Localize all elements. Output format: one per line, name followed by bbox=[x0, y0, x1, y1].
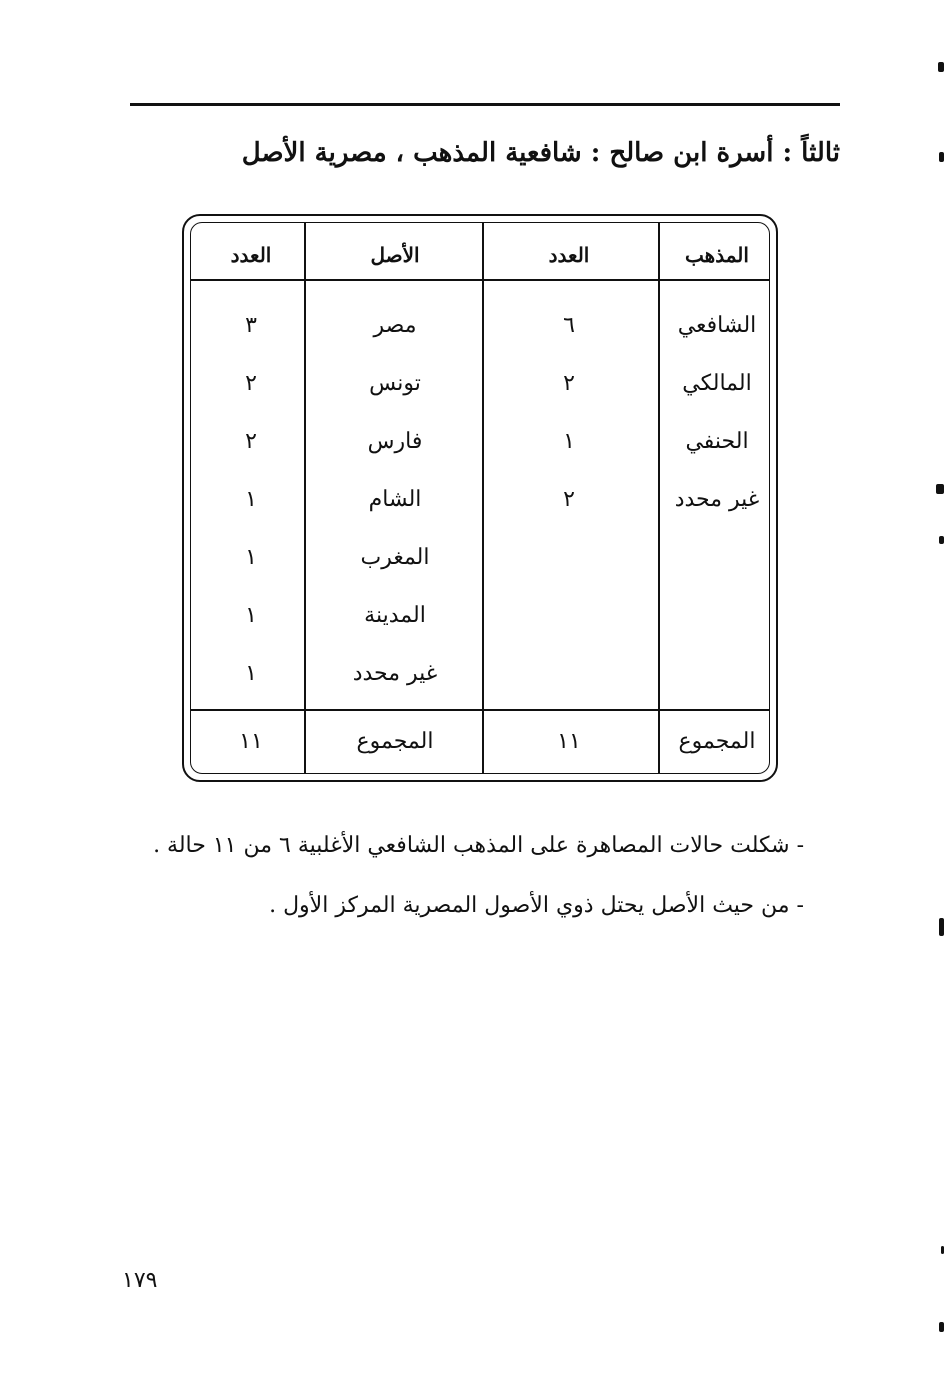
page-number: ١٧٩ bbox=[122, 1268, 158, 1293]
note-item: - شكلت حالات المصاهرة على المذهب الشافعي الأغلبية ٦ من ١١ حالة . bbox=[153, 833, 804, 858]
scan-edge-mark bbox=[938, 62, 944, 72]
section-heading: ثالثاً : أسرة ابن صالح : شافعية المذهب ، مصرية الأصل bbox=[241, 138, 840, 168]
origin-total-value: ١١ bbox=[239, 729, 263, 754]
origin-count: ١ bbox=[245, 661, 257, 686]
header-divider bbox=[191, 279, 769, 281]
header-origin: الأصل bbox=[370, 243, 420, 267]
column-divider bbox=[482, 223, 484, 773]
scan-edge-mark bbox=[939, 152, 944, 162]
origin-name: المدينة bbox=[364, 603, 426, 628]
madhab-total-label: المجموع bbox=[678, 729, 756, 754]
header-madhab-count: العدد bbox=[548, 243, 590, 267]
origin-name: المغرب bbox=[360, 545, 430, 570]
madhab-count: ١ bbox=[563, 429, 575, 454]
origin-name: مصر bbox=[373, 313, 417, 338]
origin-count: ١ bbox=[245, 603, 257, 628]
notes-list bbox=[153, 826, 804, 946]
origin-name: تونس bbox=[369, 371, 421, 396]
table-inner-frame bbox=[190, 222, 770, 774]
column-divider bbox=[304, 223, 306, 773]
origin-name: الشام bbox=[368, 487, 422, 512]
madhab-count: ٢ bbox=[563, 371, 575, 396]
data-table bbox=[182, 214, 778, 782]
origin-total-label: المجموع bbox=[356, 729, 434, 754]
top-rule bbox=[130, 103, 840, 106]
origin-name: فارس bbox=[367, 429, 423, 454]
origin-count: ١ bbox=[245, 487, 257, 512]
scan-edge-mark bbox=[936, 484, 944, 494]
origin-count: ٢ bbox=[245, 371, 257, 396]
scan-edge-mark bbox=[939, 536, 944, 544]
madhab-name: غير محدد bbox=[674, 487, 760, 512]
scan-edge-mark bbox=[939, 918, 944, 936]
origin-name: غير محدد bbox=[352, 661, 438, 686]
madhab-total-value: ١١ bbox=[557, 729, 581, 754]
madhab-name: الحنفي bbox=[685, 429, 749, 454]
origin-count: ٢ bbox=[245, 429, 257, 454]
column-divider bbox=[658, 223, 660, 773]
madhab-count: ٢ bbox=[563, 487, 575, 512]
scan-edge-mark bbox=[939, 1322, 944, 1332]
header-madhab: المذهب bbox=[685, 243, 749, 267]
origin-count: ٣ bbox=[245, 313, 257, 338]
header-origin-count: العدد bbox=[230, 243, 272, 267]
note-item: - من حيث الأصل يحتل ذوي الأصول المصرية المركز الأول . bbox=[269, 893, 804, 918]
madhab-name: المالكي bbox=[682, 371, 752, 396]
totals-divider bbox=[191, 709, 769, 711]
origin-count: ١ bbox=[245, 545, 257, 570]
madhab-count: ٦ bbox=[563, 313, 575, 338]
madhab-name: الشافعي bbox=[677, 313, 757, 338]
